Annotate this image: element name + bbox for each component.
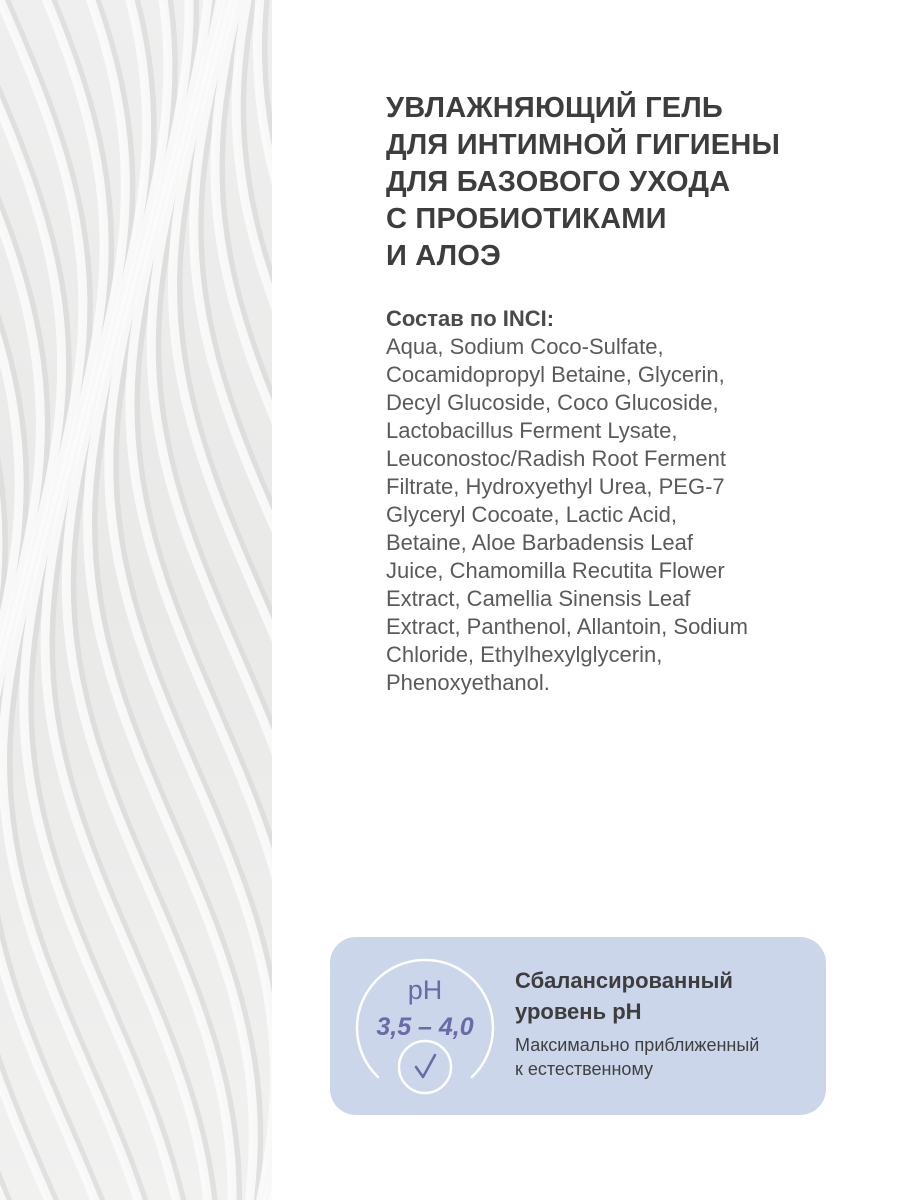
title-line: ДЛЯ БАЗОВОГО УХОДА [386,166,731,198]
inci-composition [386,305,856,697]
card-title-line: уровень pH [515,999,642,1024]
product-title [386,90,866,275]
inci-line: Chloride, Ethylhexylglycerin, [386,642,663,667]
title-line: И АЛОЭ [386,240,501,272]
inci-line: Filtrate, Hydroxyethyl Urea, PEG-7 [386,474,725,499]
title-line: ДЛЯ ИНТИМНОЙ ГИГИЕНЫ [386,129,781,161]
inci-line: Lactobacillus Ferment Lysate, [386,418,678,443]
check-icon [395,1037,455,1097]
inci-line: Glyceryl Cocoate, Lactic Acid, [386,502,678,527]
inci-line: Aqua, Sodium Coco-Sulfate, [386,334,664,359]
ph-card-title [515,965,815,1027]
inci-heading: Состав по INCI: [386,306,555,331]
ph-range: 3,5 – 4,0 [376,1013,474,1041]
ph-badge [350,949,500,1099]
card-title-line: Сбалансированный [515,968,733,993]
card-desc-line: Максимально приближенный [515,1035,760,1055]
inci-line: Phenoxyethanol. [386,670,550,695]
ph-feature-card [330,937,826,1115]
inci-line: Extract, Camellia Sinensis Leaf [386,586,691,611]
title-line: С ПРОБИОТИКАМИ [386,203,667,235]
gel-texture-image [0,0,272,1200]
inci-line: Extract, Panthenol, Allantoin, Sodium [386,614,748,639]
inci-line: Cocamidopropyl Betaine, Glycerin, [386,362,725,387]
inci-line: Decyl Glucoside, Coco Glucoside, [386,390,719,415]
inci-line: Juice, Chamomilla Recutita Flower [386,558,725,583]
ph-card-description [515,1033,815,1081]
inci-line: Leuconostoc/Radish Root Ferment [386,446,726,471]
title-line: УВЛАЖНЯЮЩИЙ ГЕЛЬ [386,92,723,124]
card-desc-line: к естественному [515,1059,654,1079]
inci-line: Betaine, Aloe Barbadensis Leaf [386,530,694,555]
ph-label: pH [407,975,443,1005]
